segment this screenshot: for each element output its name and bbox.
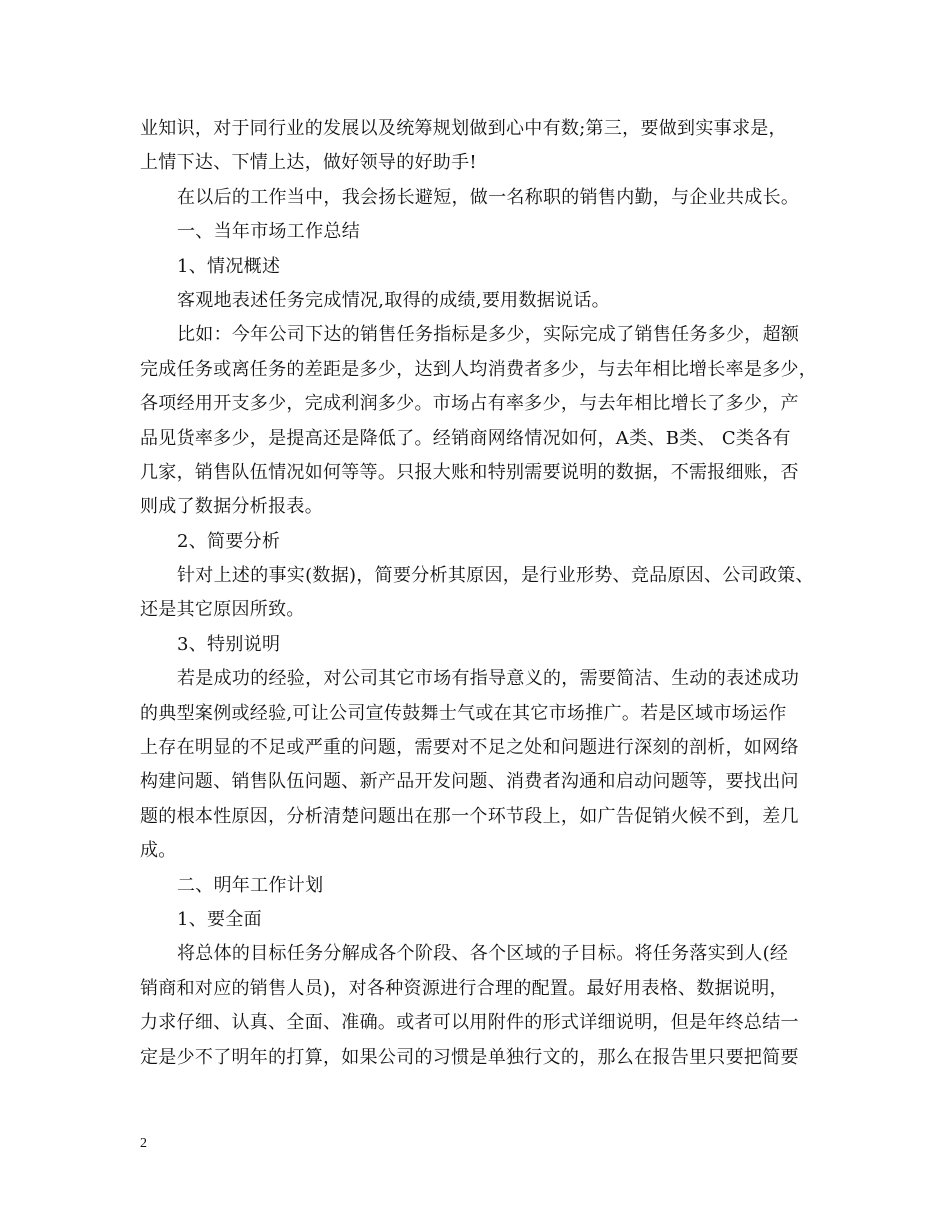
section-heading: 一、当年市场工作总结 [177,221,360,243]
body-text [140,112,840,1075]
text-line: 若是成功的经验，对公司其它市场有指导意义的，需要简洁、生动的表述成功 [177,668,800,690]
text-line: 将总体的目标任务分解成各个阶段、各个区域的子目标。将任务落实到人(经 [177,943,789,965]
text-line: 构建问题、销售队伍问题、新产品开发问题、消费者沟通和启动问题等，要找出问 [140,771,799,793]
text-line: 各项经用开支多少，完成利润多少。市场占有率多少，与去年相比增长了多少，产 [140,393,799,415]
text-line: 的典型案例或经验,可让公司宣传鼓舞士气或在其它市场推广。若是区域市场运作 [140,702,787,724]
text-line: 上情下达、下情上达，做好领导的好助手! [140,152,477,174]
subsection-heading: 3、特别说明 [177,633,281,655]
section-heading: 二、明年工作计划 [177,874,324,896]
text-line: 则成了数据分析报表。 [140,496,323,518]
text-line: 品见货率多少，是提高还是降低了。经销商网络情况如何，A类、B类、 C类各有 [140,427,791,449]
text-line: 业知识，对于同行业的发展以及统筹规划做到心中有数;第三，要做到实事求是， [140,118,787,139]
text-line: 完成任务或离任务的差距是多少，达到人均消费者多少，与去年相比增长率是多少， [140,358,818,380]
text-line: 还是其它原因所致。 [140,599,305,621]
text-line: 力求仔细、认真、全面、准确。或者可以用附件的形式详细说明，但是年终总结一 [140,1012,799,1034]
page-number: 2 [140,1136,147,1151]
text-line: 题的根本性原因，分析清楚问题出在那一个环节段上，如广告促销火候不到，差几 [140,805,799,827]
text-line: 上存在明显的不足或严重的问题，需要对不足之处和问题进行深刻的剖析，如网络 [140,737,799,759]
text-line: 定是少不了明年的打算，如果公司的习惯是单独行文的，那么在报告里只要把简要 [140,1046,799,1068]
text-line: 在以后的工作当中，我会扬长避短，做一名称职的销售内勤，与企业共成长。 [177,186,800,208]
text-line: 客观地表述任务完成情况,取得的成绩,要用数据说话。 [177,289,610,311]
text-line: 几家，销售队伍情况如何等等。只报大账和特别需要说明的数据，不需报细账，否 [140,461,799,483]
subsection-heading: 1、要全面 [177,908,262,930]
text-line: 比如：今年公司下达的销售任务指标是多少，实际完成了销售任务多少，超额 [177,324,800,346]
subsection-heading: 2、简要分析 [177,530,281,552]
text-line: 成。 [140,840,177,862]
subsection-heading: 1、情况概述 [177,255,281,277]
text-line: 针对上述的事实(数据)，简要分析其原因，是行业形势、竞品原因、公司政策、 [177,565,814,587]
text-line: 销商和对应的销售人员)，对各种资源进行合理的配置。最好用表格、数据说明， [140,977,788,999]
